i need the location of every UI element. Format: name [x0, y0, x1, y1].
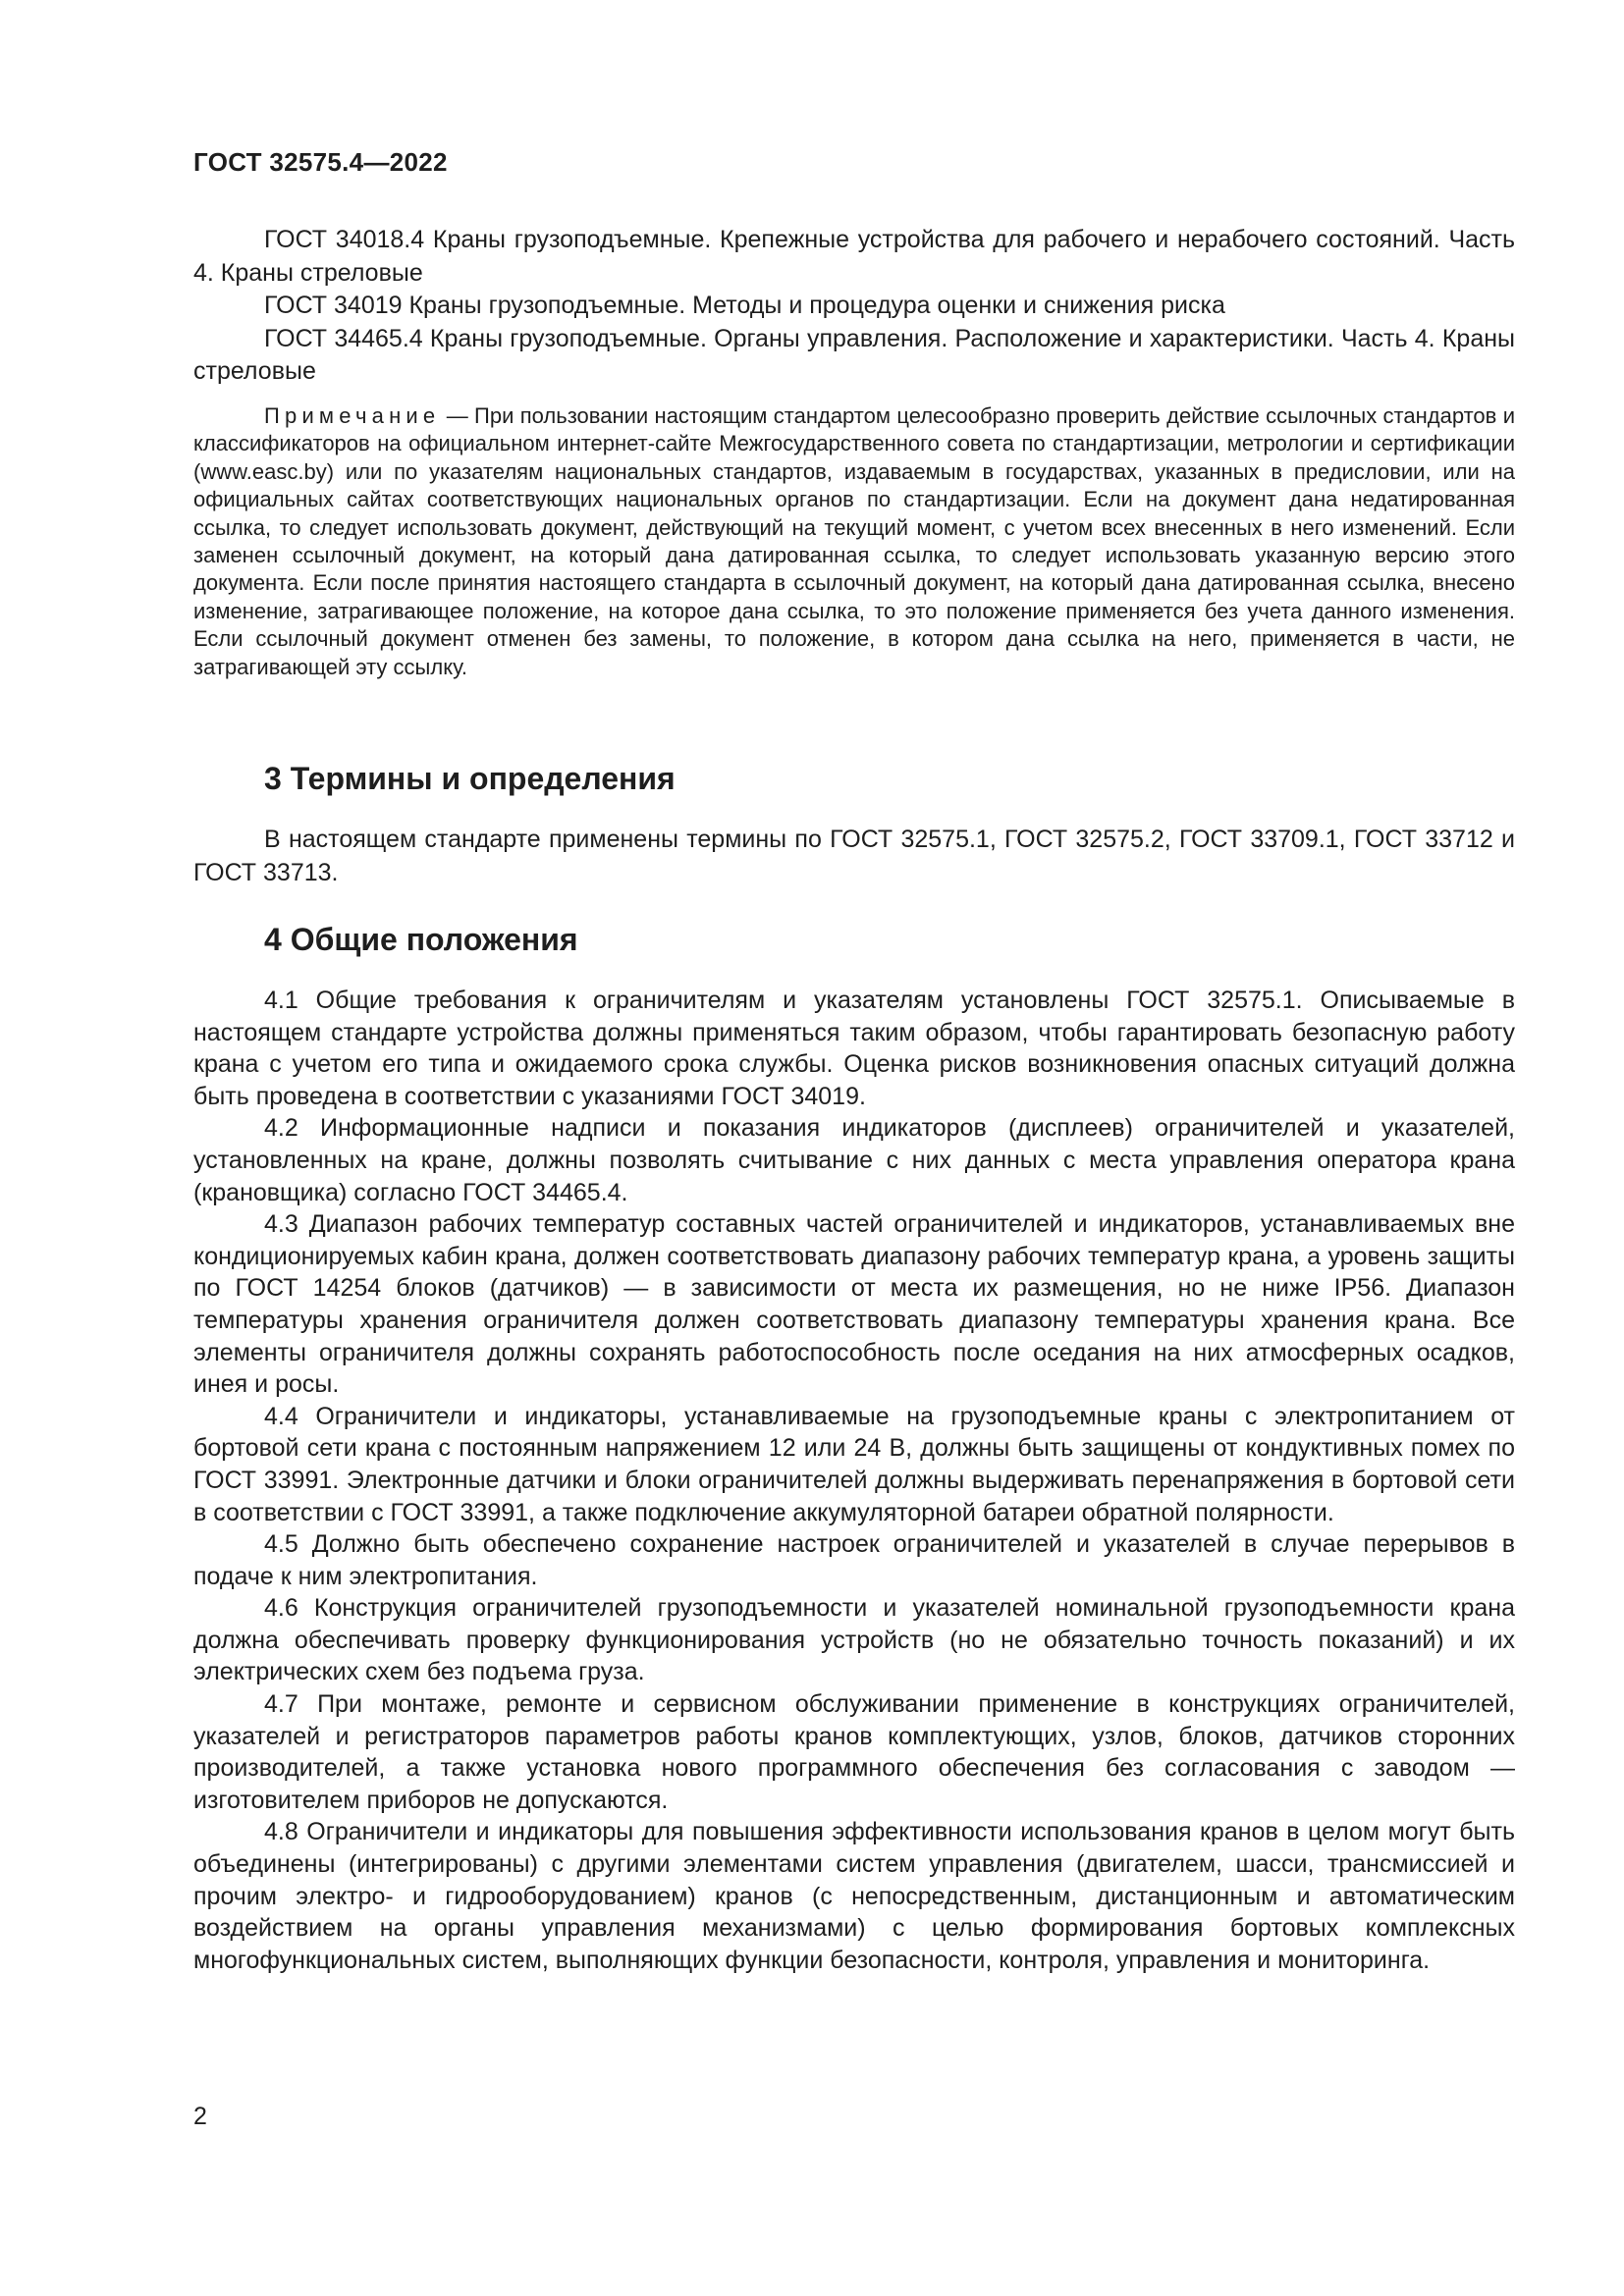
normative-references-list	[193, 224, 1515, 389]
clause-4-3: 4.3 Диапазон рабочих температур составных частей ограничителей и индикаторов, устанавливаемых вне кондиционируемых кабин крана, должен соответствовать диапазону рабочих температур крана, а уровень защиты по ГОСТ 14254 блоков (датчиков) — в зависимости от места их размещения, но не ниже IP56. Диапазон температуры хранения ограничителя должен соответствовать диапазону температуры хранения крана. Все элементы ограничителя должны сохранять работоспособность после оседания на них атмосферных осадков, инея и росы.	[193, 1210, 1515, 1399]
section-3-title: 3 Термины и определения	[264, 761, 676, 796]
clause-4-5: 4.5 Должно быть обеспечено сохранение настроек ограничителей и указателей в случае перерывов в подаче к ним электропитания.	[193, 1530, 1515, 1590]
clause-4-2: 4.2 Информационные надписи и показания индикаторов (дисплеев) ограничителей и указателей, установленных на кране, должны позволять считывание с них данных с места управления оператора крана (крановщика) согласно ГОСТ 34465.4.	[193, 1114, 1515, 1206]
note-label: Примечание	[264, 403, 441, 428]
section-3-paragraph: В настоящем стандарте применены термины по ГОСТ 32575.1, ГОСТ 32575.2, ГОСТ 33709.1, ГОСТ 33712 и ГОСТ 33713.	[193, 826, 1515, 886]
note-text: — При пользовании настоящим стандартом целесообразно проверить действие ссылочных стандартов и классификаторов на официальном интернет-сайте Межгосударственного совета по стандартизации, метрологии и сертификации (www.easc.by) или по указателям национальных стандартов, издаваемым в государствах, указанных в предисловии, или на официальных сайтах соответствующих национальных органов по стандартизации. Если на документ дана недатированная ссылка, то следует использовать документ, действующий на текущий момент, с учетом всех внесенных в него изменений. Если заменен ссылочный документ, на который дана датированная ссылка, то следует использовать указанную версию этого документа. Если после принятия настоящего стандарта в ссылочный документ, на который дана датированная ссылка, внесено изменение, затрагивающее положение, на которое дана ссылка, то это положение применяется без учета данного изменения. Если ссылочный документ отменен без замены, то положение, в котором дана ссылка на него, применяется в части, не затрагивающей эту ссылку.	[193, 403, 1515, 679]
section-4-title: 4 Общие положения	[264, 922, 578, 957]
clause-4-7: 4.7 При монтаже, ремонте и сервисном обслуживании применение в конструкциях ограничителей, указателей и регистраторов параметров работы кранов комплектующих, узлов, блоков, датчиков сторонних производителей, а также установка нового программного обеспечения без согласования с заводом — изготовителем приборов не допускаются.	[193, 1690, 1515, 1814]
section-4-body	[193, 985, 1515, 1976]
reference-item: ГОСТ 34465.4 Краны грузоподъемные. Органы управления. Расположение и характеристики. Часть 4. Краны стреловые	[193, 324, 1515, 385]
clause-4-4: 4.4 Ограничители и индикаторы, устанавливаемые на грузоподъемные краны с электропитанием от бортовой сети крана с постоянным напряжением 12 или 24 В, должны быть защищены от кондуктивных помех по ГОСТ 33991. Электронные датчики и блоки ограничителей должны выдерживать перенапряжения в бортовой сети в соответствии с ГОСТ 33991, а также подключение аккумуляторной батареи обратной полярности.	[193, 1402, 1515, 1526]
clause-4-8: 4.8 Ограничители и индикаторы для повышения эффективности использования кранов в целом могут быть объединены (интегрированы) с другими элементами систем управления (двигателем, шасси, трансмиссией и прочим электро- и гидрооборудованием) кранов (с непосредственным, дистанционным и автоматическим воздействием на органы управления механизмами) с целью формирования бортовых комплексных многофункциональных систем, выполняющих функции безопасности, контроля, управления и мониторинга.	[193, 1818, 1515, 1974]
reference-item: ГОСТ 34018.4 Краны грузоподъемные. Крепежные устройства для рабочего и нерабочего состояний. Часть 4. Краны стреловые	[193, 226, 1515, 287]
clause-4-1: 4.1 Общие требования к ограничителям и указателям установлены ГОСТ 32575.1. Описываемые в настоящем стандарте устройства должны применяться таким образом, чтобы гарантировать безопасную работу крана с учетом его типа и ожидаемого срока службы. Оценка рисков возникновения опасных ситуаций должна быть проведена в соответствии с указаниями ГОСТ 34019.	[193, 987, 1515, 1110]
page-number: 2	[193, 2103, 207, 2130]
document-header: ГОСТ 32575.4—2022	[193, 147, 448, 177]
section-3-body	[193, 823, 1515, 889]
clause-4-6: 4.6 Конструкция ограничителей грузоподъемности и указателей номинальной грузоподъемности крана должна обеспечивать проверку функционирования устройств (но не обязательно точность показаний) и их электрических схем без подъема груза.	[193, 1594, 1515, 1686]
reference-item: ГОСТ 34019 Краны грузоподъемные. Методы и процедура оценки и снижения риска	[264, 292, 1225, 319]
note-paragraph	[193, 402, 1515, 681]
